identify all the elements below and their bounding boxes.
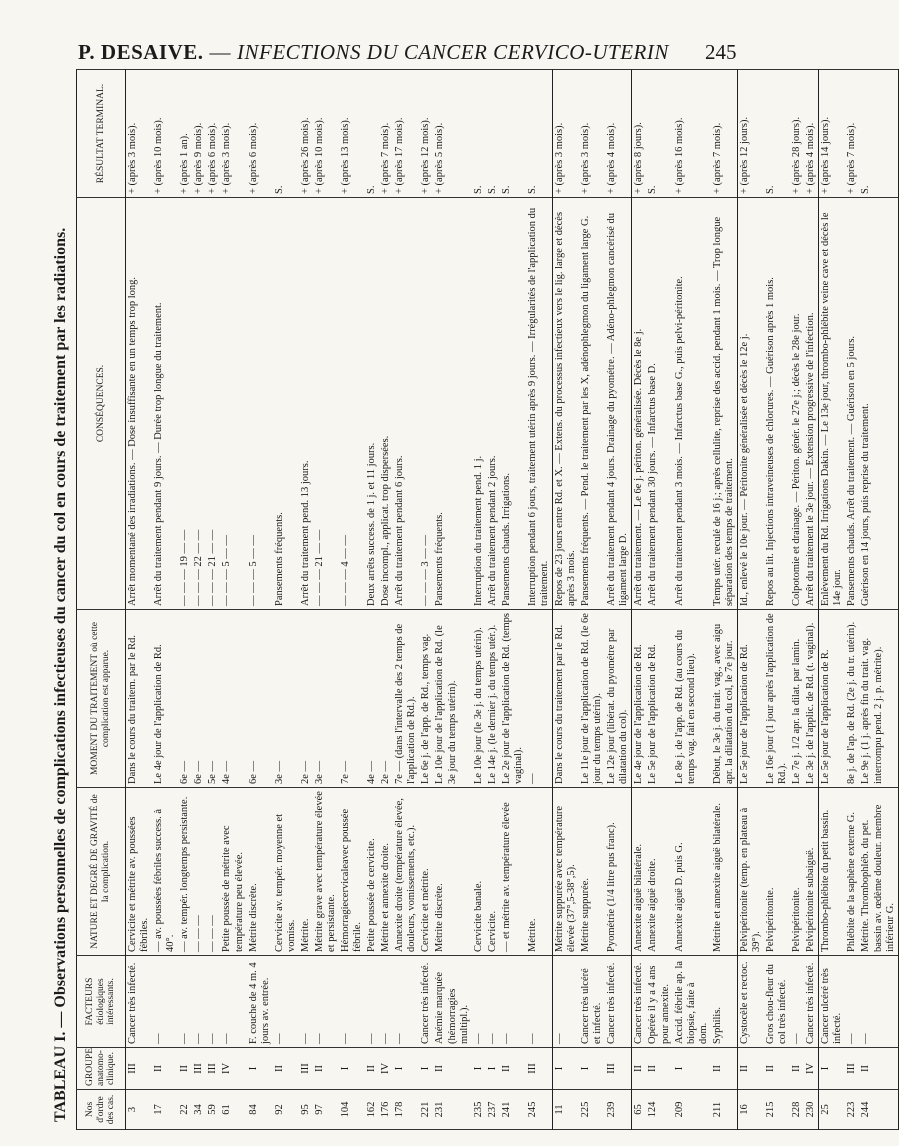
- table-row: [859, 70, 898, 1130]
- table-row: [472, 70, 486, 1130]
- table-row: [126, 70, 153, 1130]
- cell-case-number: 178: [393, 1090, 419, 1130]
- table-row: [273, 70, 299, 1130]
- cell-result: + (après 7 mois).: [845, 70, 859, 198]
- cell-case-number: 215: [764, 1090, 790, 1130]
- cell-case-number: 84: [247, 1090, 273, 1130]
- cell-factors: —: [379, 956, 393, 1048]
- cell-moment: 6e —: [178, 610, 192, 788]
- cell-nature: Cervicite.: [486, 788, 500, 956]
- page-header: [0, 0, 800, 70]
- cell-moment: 6e —: [247, 610, 273, 788]
- table-header-row: [77, 70, 126, 1130]
- cell-result: + (après 17 mois).: [393, 70, 419, 198]
- cell-factors: Anémie marquée (hémorragies multipl.).: [433, 956, 471, 1048]
- cell-consequences: — — — 19 — —: [178, 198, 192, 610]
- cell-factors: —: [790, 956, 804, 1048]
- cell-nature: Métrite.: [526, 788, 553, 956]
- cell-group: II: [859, 1048, 898, 1090]
- cell-factors: —: [339, 956, 365, 1048]
- cell-group: II: [632, 1048, 647, 1090]
- cell-nature: Métrite suppurée.: [579, 788, 605, 956]
- table-row: [299, 70, 313, 1130]
- cell-case-number: 104: [339, 1090, 365, 1130]
- cell-case-number: 225: [579, 1090, 605, 1130]
- cell-result: + (après 26 mois).: [299, 70, 313, 198]
- cell-result: + (après 9 mois).: [192, 70, 206, 198]
- table-caption: TABLEAU I. — Observations personnelles de complications infectieuses du cancer du col en cours de traitement par les radiations.: [52, 227, 69, 1122]
- cell-consequences: — — — 21 — —: [313, 198, 339, 610]
- cell-consequences: Arrêt du traitement pendant 2 jours.: [486, 198, 500, 610]
- cell-case-number: 124: [646, 1090, 672, 1130]
- cell-consequences: Temps utér. reculé de 16 j.; après cellulite, reprise des accid. pendant 1 mois. — Trop longue séparation des temps de traitement.: [711, 198, 738, 610]
- cell-case-number: 92: [273, 1090, 299, 1130]
- cell-result: + (après 14 jours).: [819, 70, 846, 198]
- cell-group: II: [178, 1048, 192, 1090]
- cell-moment: Le 3e j. de l'applic. de Rd. (t. vaginal).: [804, 610, 819, 788]
- cell-factors: —: [486, 956, 500, 1048]
- table-row: [737, 70, 764, 1130]
- cell-factors: —: [526, 956, 553, 1048]
- cell-factors: Cancer très infecté.: [804, 956, 819, 1048]
- col-header-moment: MOMENT DU TRAITEMENT où cette complication est apparue.: [77, 610, 126, 788]
- cell-nature: Cervicite banale.: [472, 788, 486, 956]
- article-subject: INFECTIONS DU CANCER CERVICO-UTERIN: [237, 40, 669, 64]
- cell-factors: —: [553, 956, 580, 1048]
- cell-group: II: [646, 1048, 672, 1090]
- table-row: [579, 70, 605, 1130]
- table-row: [605, 70, 632, 1130]
- cell-result: + (après 8 jours).: [632, 70, 647, 198]
- cell-case-number: 211: [711, 1090, 738, 1130]
- table-row: [819, 70, 846, 1130]
- cell-case-number: 241: [500, 1090, 526, 1130]
- cell-nature: Cervicite av. tempér. moyenne et vomiss.: [273, 788, 299, 956]
- cell-moment: Le 11e jour de l'application de Rd. (le 6e jour du temps utérin).: [579, 610, 605, 788]
- cell-moment: —: [526, 610, 553, 788]
- cell-case-number: 244: [859, 1090, 898, 1130]
- cell-nature: Annexite droite (température élevée, douleurs, vomissements, etc.).: [393, 788, 419, 956]
- cell-result: S.: [472, 70, 486, 198]
- cell-case-number: 235: [472, 1090, 486, 1130]
- cell-consequences: Arrêt du traitement pendant 3 mois. — Infarctus base G., puis pelvi-péritonite.: [673, 198, 711, 610]
- cell-nature: — — —: [192, 788, 206, 956]
- cell-consequences: Pansements fréquents. — Pend. le traitement par les X, adénophlegmon du ligament large G.: [579, 198, 605, 610]
- cell-factors: —: [273, 956, 299, 1048]
- cell-case-number: 25: [819, 1090, 846, 1130]
- cell-nature: Petite poussée de métrite avec température peu élevée.: [220, 788, 246, 956]
- cell-case-number: 61: [220, 1090, 246, 1130]
- cell-consequences: Arrêt momentané des irradiations. — Dose insuffisante en un temps trop long.: [126, 198, 153, 610]
- running-title: [78, 40, 669, 65]
- table-row: [419, 70, 433, 1130]
- cell-moment: 8e j. de l'ap. de Rd. (2e j. du tr. utérin).: [845, 610, 859, 788]
- cell-group: I: [339, 1048, 365, 1090]
- cell-group: I: [419, 1048, 433, 1090]
- cell-case-number: 245: [526, 1090, 553, 1130]
- cell-consequences: Dose incompl., applicat. trop dispersées.: [379, 198, 393, 610]
- cell-consequences: — — — 22 — —: [192, 198, 206, 610]
- cell-result: S.: [646, 70, 672, 198]
- cell-case-number: 228: [790, 1090, 804, 1130]
- cell-moment: Le 2e jour de l'application de Rd. (temps vaginal).: [500, 610, 526, 788]
- cell-case-number: 95: [299, 1090, 313, 1130]
- cell-result: + (après 4 mois).: [605, 70, 632, 198]
- table-row: [206, 70, 220, 1130]
- cell-consequences: Pansements fréquents.: [273, 198, 299, 610]
- cell-nature: Métrite et annexite aiguë bilatérale.: [711, 788, 738, 956]
- cell-moment: Le 9e j. (1 j. après fin du trait. vag. interrompu pend. 2 j. p. métrite).: [859, 610, 898, 788]
- cell-group: IV: [220, 1048, 246, 1090]
- cell-factors: —: [845, 956, 859, 1048]
- cell-consequences: Deux arrêts success. de 1 j. et 11 jours.: [365, 198, 379, 610]
- table-row: [178, 70, 192, 1130]
- cell-group: I: [553, 1048, 580, 1090]
- table-row: [433, 70, 471, 1130]
- col-header-result: RÉSULTAT TERMINAL.: [77, 70, 126, 198]
- cell-nature: Annexite aiguë droite.: [646, 788, 672, 956]
- cell-factors: Syphilis.: [711, 956, 738, 1048]
- cell-consequences: Arrêt du traitement pend. 13 jours.: [299, 198, 313, 610]
- cell-result: + (après 28 jours).: [790, 70, 804, 198]
- cell-nature: Métrite. Thrombophléb. du pet. bassin av. œdème douleur. membre inférieur G.: [859, 788, 898, 956]
- cell-moment: Le 8e j. de l'app. de Rd. (au cours du temps vag. fait en second lieu).: [673, 610, 711, 788]
- cell-case-number: 97: [313, 1090, 339, 1130]
- cell-nature: Cervicite et métrite av. poussées fébriles.: [126, 788, 153, 956]
- cell-factors: F. couche de 4 m. 4 jours av. entrée.: [247, 956, 273, 1048]
- cell-group: II: [152, 1048, 178, 1090]
- cell-case-number: 65: [632, 1090, 647, 1130]
- table-row: [673, 70, 711, 1130]
- cell-consequences: Guérison en 14 jours, puis reprise du traitement.: [859, 198, 898, 610]
- cell-moment: Le 14e j. (le dernier j. du temps utér.).: [486, 610, 500, 788]
- cell-consequences: Pansements chauds. Arrêt du traitement. — Guérison en 5 jours.: [845, 198, 859, 610]
- cell-group: IV: [379, 1048, 393, 1090]
- cell-factors: Opérée il y a 4 ans pour annexite.: [646, 956, 672, 1048]
- cell-moment: Dans le cours du traitement par le Rd.: [553, 610, 580, 788]
- cell-group: II: [711, 1048, 738, 1090]
- table-row: [790, 70, 804, 1130]
- cell-case-number: 162: [365, 1090, 379, 1130]
- cell-consequences: Pansements chauds. Irrigations.: [500, 198, 526, 610]
- cell-result: + (après 10 mois).: [313, 70, 339, 198]
- cell-factors: —: [472, 956, 486, 1048]
- cell-factors: Gros chou-fleur du col très infecté.: [764, 956, 790, 1048]
- cell-result: S.: [859, 70, 898, 198]
- table-row: [192, 70, 206, 1130]
- cell-consequences: Enlèvement du Rd. Irrigations Dakin. — Le 13e jour, thrombo-phlébite veine cave et décès le 14e jour.: [819, 198, 846, 610]
- cell-nature: Cervicite et métrite.: [419, 788, 433, 956]
- cell-moment: 5e —: [206, 610, 220, 788]
- cell-result: + (après 10 mois).: [152, 70, 178, 198]
- cell-nature: Pelvipéritonite.: [764, 788, 790, 956]
- cell-result: + (après 5 mois).: [433, 70, 471, 198]
- cell-group: III: [299, 1048, 313, 1090]
- cell-consequences: Arrêt du traitement pendant 6 jours.: [393, 198, 419, 610]
- cell-case-number: 239: [605, 1090, 632, 1130]
- author-name: P. DESAIVE.: [78, 40, 204, 64]
- cell-result: + (après 6 mois).: [206, 70, 220, 198]
- cell-factors: Cancer très ulcéré et infecté.: [579, 956, 605, 1048]
- table-row: [845, 70, 859, 1130]
- cell-result: S.: [526, 70, 553, 198]
- cell-consequences: — — — 5 — —: [220, 198, 246, 610]
- table-body: [126, 70, 899, 1130]
- cell-moment: 4e —: [220, 610, 246, 788]
- table-row: [313, 70, 339, 1130]
- cell-nature: Thrombo-phlébite du petit bassin.: [819, 788, 846, 956]
- cell-group: II: [273, 1048, 299, 1090]
- cell-nature: Annexite aiguë D. puis G.: [673, 788, 711, 956]
- cell-group: I: [247, 1048, 273, 1090]
- table-row: [365, 70, 379, 1130]
- cell-factors: Cancer très infecté.: [632, 956, 647, 1048]
- cell-case-number: 237: [486, 1090, 500, 1130]
- cell-result: + (après 12 jours).: [737, 70, 764, 198]
- cell-case-number: 231: [433, 1090, 471, 1130]
- cell-moment: 7e — (dans l'intervalle des 2 temps de l'application de Rd.).: [393, 610, 419, 788]
- cell-group: III: [845, 1048, 859, 1090]
- cell-moment: Le 5e jour de l'application de Rd.: [646, 610, 672, 788]
- cell-result: + (après 16 mois).: [673, 70, 711, 198]
- table-row: [646, 70, 672, 1130]
- cell-group: I: [819, 1048, 846, 1090]
- cell-case-number: 59: [206, 1090, 220, 1130]
- cell-nature: Métrite discrète.: [433, 788, 471, 956]
- cell-result: S.: [486, 70, 500, 198]
- cell-moment: 6e —: [192, 610, 206, 788]
- table-row: [486, 70, 500, 1130]
- cell-result: + (après 3 mois).: [126, 70, 153, 198]
- cell-consequences: Arrêt du traitement. — Le 6e j. périton. généralisée. Décès le 8e j.: [632, 198, 647, 610]
- cell-nature: Annexite aiguë bilatérale.: [632, 788, 647, 956]
- cell-consequences: — — — 4 — —: [339, 198, 365, 610]
- cell-consequences: — — — 5 — —: [247, 198, 273, 610]
- cell-case-number: 223: [845, 1090, 859, 1130]
- cell-factors: —: [365, 956, 379, 1048]
- cell-factors: —: [299, 956, 313, 1048]
- cell-moment: Le 4e jour de l'application de Rd.: [632, 610, 647, 788]
- cell-group: III: [206, 1048, 220, 1090]
- cell-factors: —: [220, 956, 246, 1048]
- cell-nature: Pelvipéritonite (temp. en plateau à 39°).: [737, 788, 764, 956]
- table-row: [632, 70, 647, 1130]
- cell-result: + (après 3 mois).: [579, 70, 605, 198]
- cell-moment: Début, le 3e j. du trait. vag., avec aigu apr. la dilatation du col, le 7e jour.: [711, 610, 738, 788]
- cell-group: I: [579, 1048, 605, 1090]
- table-row: [339, 70, 365, 1130]
- cell-nature: Métrite suppurée avec température élevée (37°,5-38°,5).: [553, 788, 580, 956]
- cell-group: II: [313, 1048, 339, 1090]
- cell-case-number: 16: [737, 1090, 764, 1130]
- cell-result: + (après 7 mois).: [379, 70, 393, 198]
- cell-nature: Hémorragiecervicaleavec poussée fébrile.: [339, 788, 365, 956]
- cell-result: + (après 6 mois).: [247, 70, 273, 198]
- cell-case-number: 176: [379, 1090, 393, 1130]
- cell-nature: — av. poussées fébriles success. à 40°.: [152, 788, 178, 956]
- cell-group: II: [764, 1048, 790, 1090]
- cell-factors: —: [859, 956, 898, 1048]
- cell-moment: Le 10e jour (le 3e j. du temps utérin).: [472, 610, 486, 788]
- cell-consequences: Interruption du traitement pend. 1 j.: [472, 198, 486, 610]
- cell-factors: —: [192, 956, 206, 1048]
- col-header-group: GROUPE anatomo-clinique.: [77, 1048, 126, 1090]
- title-separator: —: [209, 40, 232, 64]
- cell-factors: Cancer très infecté.: [126, 956, 153, 1048]
- cell-moment: Dans le cours du traitem. par le Rd.: [126, 610, 153, 788]
- cell-result: S.: [764, 70, 790, 198]
- cell-nature: Phlébite de la saphène externe G.: [845, 788, 859, 956]
- cell-result: + (après 1 an).: [178, 70, 192, 198]
- observations-table: [76, 69, 899, 1130]
- cell-moment: Le 7e j. 1/2 apr. la dilat. par lamin.: [790, 610, 804, 788]
- col-header-nature: NATURE ET DEGRÉ DE GRAVITÉ de la complication.: [77, 788, 126, 956]
- cell-consequences: Pansements fréquents.: [433, 198, 471, 610]
- cell-factors: Cancer très infecté.: [605, 956, 632, 1048]
- cell-factors: —: [206, 956, 220, 1048]
- cell-group: I: [673, 1048, 711, 1090]
- cell-moment: 3e —: [273, 610, 299, 788]
- cell-nature: Métrite et annexite droite.: [379, 788, 393, 956]
- table-row: [379, 70, 393, 1130]
- cell-group: III: [126, 1048, 153, 1090]
- cell-result: S.: [500, 70, 526, 198]
- table-row: [711, 70, 738, 1130]
- cell-moment: Le 6e j. de l'app. de Rd., temps vag.: [419, 610, 433, 788]
- cell-moment: 2e —: [299, 610, 313, 788]
- cell-factors: Cancer ulcéré très infecté.: [819, 956, 846, 1048]
- cell-case-number: 11: [553, 1090, 580, 1130]
- cell-factors: —: [313, 956, 339, 1048]
- table-row: [526, 70, 553, 1130]
- col-header-case-number: Nos d'ordre des cas.: [77, 1090, 126, 1130]
- cell-consequences: Repos au lit. Injections intraveineuses de chlorures. — Guérison après 1 mois.: [764, 198, 790, 610]
- cell-consequences: Colpotomie et drainage. — Périton. génér. le 27e j.; décès le 28e jour.: [790, 198, 804, 610]
- cell-case-number: 34: [192, 1090, 206, 1130]
- cell-case-number: 22: [178, 1090, 192, 1130]
- cell-group: II: [737, 1048, 764, 1090]
- cell-nature: — et métrite av. température élevée: [500, 788, 526, 956]
- cell-nature: — av. tempér. longtemps persistante.: [178, 788, 192, 956]
- cell-result: + (après 7 mois).: [711, 70, 738, 198]
- cell-result: + (après 3 mois).: [553, 70, 580, 198]
- cell-group: III: [526, 1048, 553, 1090]
- cell-moment: 3e —: [313, 610, 339, 788]
- cell-moment: Le 12e jour (libérat. du pyométre par dilatation du col).: [605, 610, 632, 788]
- cell-group: I: [472, 1048, 486, 1090]
- cell-nature: — — —: [206, 788, 220, 956]
- cell-group: III: [605, 1048, 632, 1090]
- cell-moment: Le 5e jour de l'application de Rd.: [737, 610, 764, 788]
- cell-case-number: 221: [419, 1090, 433, 1130]
- cell-result: + (après 12 mois).: [419, 70, 433, 198]
- cell-group: II: [790, 1048, 804, 1090]
- cell-nature: Métrite grave avec température élevée et persistante.: [313, 788, 339, 956]
- cell-consequences: Id., enlevé le 10e jour. — Péritonite généralisée et décès le 12e j.: [737, 198, 764, 610]
- cell-moment: Le 4e jour de l'application de Rd.: [152, 610, 178, 788]
- cell-consequences: Arrêt du traitement pendant 4 jours. Drainage du pyométre. — Adéno-phlegmon cancérisé du ligament large D.: [605, 198, 632, 610]
- cell-moment: 4e —: [365, 610, 379, 788]
- table-row: [152, 70, 178, 1130]
- cell-consequences: Interruption pendant 6 jours, traitement utérin après 9 jours. — Irrégularités de l'application du traitement.: [526, 198, 553, 610]
- cell-group: I: [486, 1048, 500, 1090]
- cell-moment: 2e —: [379, 610, 393, 788]
- cell-result: S.: [365, 70, 379, 198]
- cell-consequences: Repos de 23 jours entre Rd. et X. — Extens. du processus infectieux vers le lig. large et décès après 3 mois.: [553, 198, 580, 610]
- cell-result: + (après 13 mois).: [339, 70, 365, 198]
- cell-consequences: Arrêt du traitement pendant 30 jours. — Infarctus base D.: [646, 198, 672, 610]
- cell-moment: 7e —: [339, 610, 365, 788]
- table-row: [500, 70, 526, 1130]
- table-row: [764, 70, 790, 1130]
- cell-nature: Pelvipéritonite.: [790, 788, 804, 956]
- cell-nature: Pelvipéritonite subaiguë.: [804, 788, 819, 956]
- cell-factors: Accid. fébrile ap. la biopsie, faite à dom.: [673, 956, 711, 1048]
- cell-group: II: [500, 1048, 526, 1090]
- col-header-consequences: CONSÉQUENCES.: [77, 198, 126, 610]
- cell-case-number: 17: [152, 1090, 178, 1130]
- cell-moment: Le 5e jour de l'application de R.: [819, 610, 846, 788]
- cell-nature: Métrite.: [299, 788, 313, 956]
- cell-nature: Pyométrie (1/4 litre pus franc).: [605, 788, 632, 956]
- cell-factors: —: [500, 956, 526, 1048]
- cell-group: II: [433, 1048, 471, 1090]
- cell-moment: Le 16e jour (1 jour après l'application de Rd.).: [764, 610, 790, 788]
- cell-group: I: [393, 1048, 419, 1090]
- cell-moment: Le 10e jour de l'application de Rd. (le 3e jour du temps utérin).: [433, 610, 471, 788]
- cell-result: + (après 4 mois).: [804, 70, 819, 198]
- table-row: [393, 70, 419, 1130]
- table-row: [247, 70, 273, 1130]
- cell-factors: Cystocèle et rectoc.: [737, 956, 764, 1048]
- cell-factors: —: [152, 956, 178, 1048]
- cell-group: IV: [804, 1048, 819, 1090]
- cell-consequences: — — — 21 — —: [206, 198, 220, 610]
- cell-nature: Petite poussée de cervicite.: [365, 788, 379, 956]
- table-row: [553, 70, 580, 1130]
- cell-factors: —: [178, 956, 192, 1048]
- cell-result: + (après 3 mois).: [220, 70, 246, 198]
- cell-nature: Métrite discrète.: [247, 788, 273, 956]
- page-number: 245: [705, 40, 737, 64]
- cell-case-number: 3: [126, 1090, 153, 1130]
- cell-factors: —: [393, 956, 419, 1048]
- cell-group: II: [365, 1048, 379, 1090]
- cell-consequences: Arrêt du traitement pendant 9 jours. — Durée trop longue du traitement.: [152, 198, 178, 610]
- cell-case-number: 230: [804, 1090, 819, 1130]
- cell-consequences: Arrêt du traitement le 3e jour. — Extension progressive de l'infection.: [804, 198, 819, 610]
- cell-factors: Cancer très infecté.: [419, 956, 433, 1048]
- cell-case-number: 209: [673, 1090, 711, 1130]
- table-row: [220, 70, 246, 1130]
- cell-consequences: — — — 3 — —: [419, 198, 433, 610]
- cell-result: S.: [273, 70, 299, 198]
- col-header-factors: FACTEURS étiologiques intéressants.: [77, 956, 126, 1048]
- cell-group: III: [192, 1048, 206, 1090]
- rotated-table-block: [46, 70, 896, 1130]
- table-row: [804, 70, 819, 1130]
